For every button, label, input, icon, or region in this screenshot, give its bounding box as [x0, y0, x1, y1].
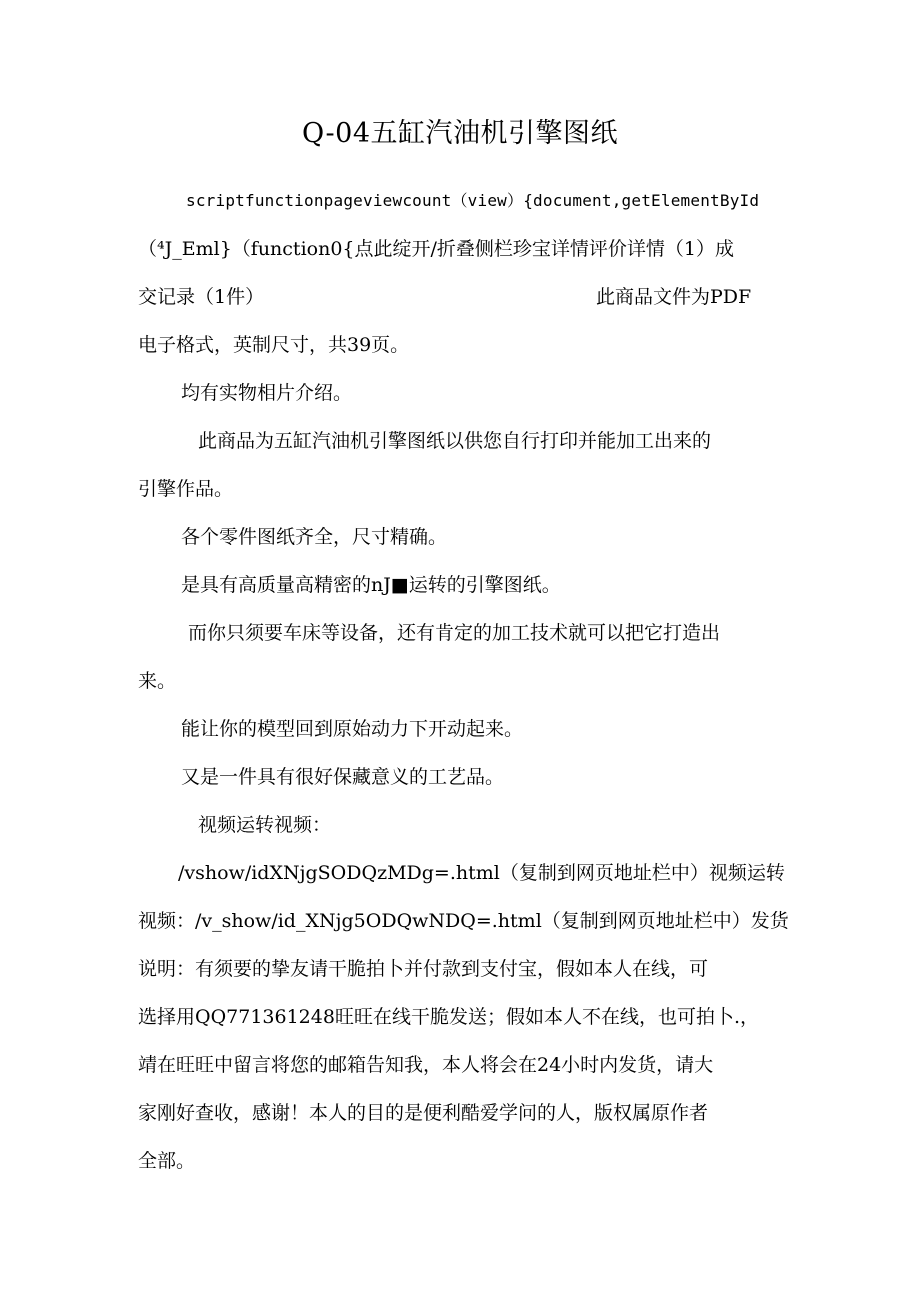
text-line: /vshow/idXNjgSODQzMDg=.html（复制到网页地址栏中）视频运转: [178, 862, 785, 884]
text-line: 均有实物相片介绍。: [181, 382, 353, 404]
text-line: scriptfunctionpageviewcount（view）{document,getElementById: [186, 191, 760, 210]
text-line: 说明：有须要的挚友请干脆拍卜并付款到支付宝，假如本人在线，可: [138, 958, 709, 980]
text-line: 视频：/v_show/id_XNjg5ODQwNDQ=.html（复制到网页地址栏中）发货: [138, 910, 789, 932]
text-line: 各个零件图纸齐全，尺寸精确。: [181, 526, 448, 548]
text-line: 家刚好查收，感谢！本人的目的是便利酷爱学问的人，版权属原作者: [138, 1102, 709, 1124]
text-line: 引擎作品。: [138, 478, 234, 500]
text-line: 电子格式，英制尺寸，共39页。: [138, 334, 410, 356]
text-line: 能让你的模型回到原始动力下开动起来。: [181, 718, 524, 740]
text-line: 而你只须要车床等设备，还有肯定的加工技术就可以把它打造出: [188, 622, 721, 644]
text-line: 全部。: [138, 1150, 196, 1172]
text-line: 此商品文件为PDF: [596, 286, 752, 308]
text-line: 又是一件具有很好保藏意义的工艺品。: [181, 766, 505, 788]
text-line: 是具有高质量高精密的nJ■运转的引擎图纸。: [181, 574, 561, 596]
document-title: Q-04五缸汽油机引擎图纸: [301, 118, 619, 149]
text-line: 来。: [138, 670, 177, 692]
text-line: 视频运转视频：: [198, 814, 332, 836]
text-line: 靖在旺旺中留言将您的邮箱告知我，本人将会在24小时内发货，请大: [138, 1054, 714, 1076]
text-line: 选择用QQ771361248旺旺在线干脆发送；假如本人不在线，也可拍卜.，: [138, 1006, 759, 1028]
text-line: （⁴J_Eml}（function0{点此绽开/折叠侧栏珍宝详情评价详情（1）成: [138, 238, 734, 260]
text-line: 交记录（1件）: [138, 286, 265, 308]
text-line: 此商品为五缸汽油机引擎图纸以供您自行打印并能加工出来的: [198, 430, 712, 452]
